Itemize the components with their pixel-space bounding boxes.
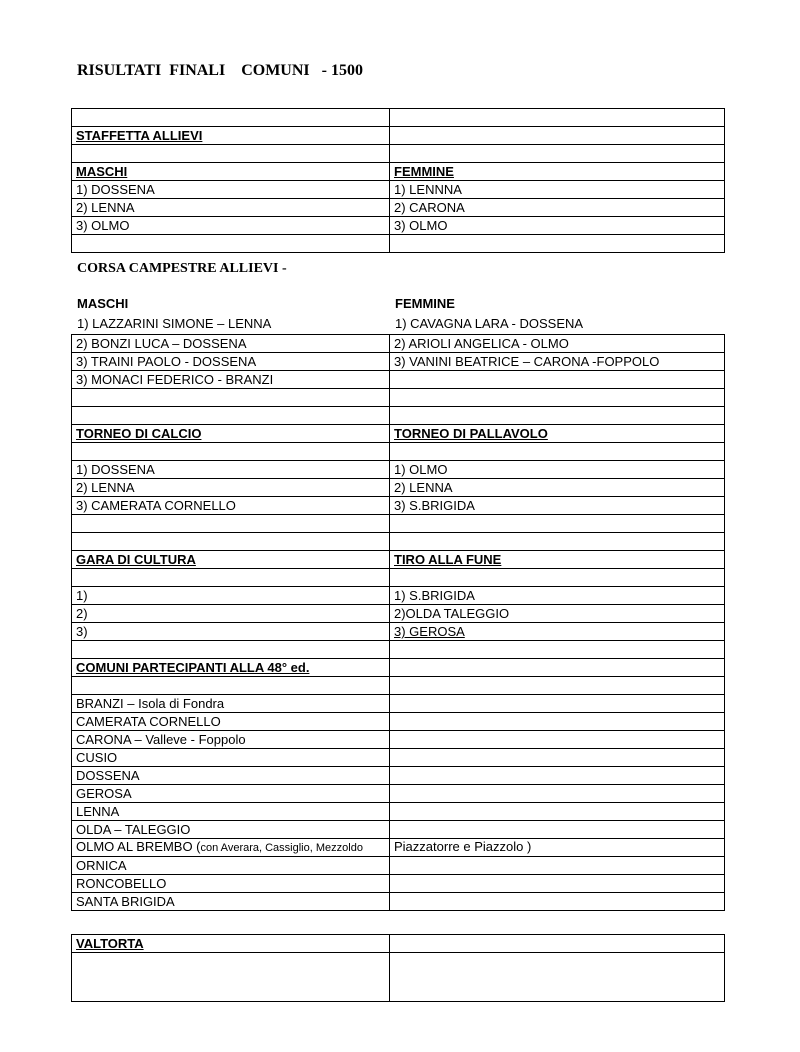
- comune-olmo-cont: Piazzatorre e Piazzolo ): [390, 839, 725, 857]
- calcio-3: 3) CAMERATA CORNELLO: [72, 497, 390, 515]
- comune-6: GEROSA: [72, 785, 390, 803]
- calcio-1: 1) DOSSENA: [72, 461, 390, 479]
- staffetta-femmine-label: FEMMINE: [390, 163, 725, 181]
- fune-3: 3) GEROSA: [390, 623, 725, 641]
- staffetta-table: [71, 108, 725, 253]
- pallavolo-2: 2) LENNA: [390, 479, 725, 497]
- calcio-2: 2) LENNA: [72, 479, 390, 497]
- pallavolo-heading: TORNEO DI PALLAVOLO: [390, 425, 725, 443]
- staffetta-heading: STAFFETTA ALLIEVI: [72, 127, 390, 145]
- comune-1: BRANZI – Isola di Fondra: [72, 695, 390, 713]
- fune-2: 2)OLDA TALEGGIO: [390, 605, 725, 623]
- cultura-3: 3): [72, 623, 390, 641]
- comune-5: DOSSENA: [72, 767, 390, 785]
- corsa-femmine-1: 1) CAVAGNA LARA - DOSSENA: [395, 316, 584, 331]
- comune-2: CAMERATA CORNELLO: [72, 713, 390, 731]
- corsa-maschi-2: 2) BONZI LUCA – DOSSENA: [72, 335, 390, 353]
- comune-olmo-main: OLMO AL BREMBO (: [76, 839, 201, 854]
- staffetta-maschi-2: 2) LENNA: [72, 199, 390, 217]
- pallavolo-3: 3) S.BRIGIDA: [390, 497, 725, 515]
- corsa-maschi-4: 3) MONACI FEDERICO - BRANZI: [72, 371, 390, 389]
- comune-olmo: [72, 839, 390, 857]
- corsa-maschi-1: 1) LAZZARINI SIMONE – LENNA: [77, 316, 272, 331]
- comuni-heading: COMUNI PARTECIPANTI ALLA 48° ed.: [72, 659, 390, 677]
- pallavolo-1: 1) OLMO: [390, 461, 725, 479]
- corsa-femmine-2: 2) ARIOLI ANGELICA - OLMO: [390, 335, 725, 353]
- staffetta-femmine-2: 2) CARONA: [390, 199, 725, 217]
- staffetta-maschi-3: 3) OLMO: [72, 217, 390, 235]
- comune-4: CUSIO: [72, 749, 390, 767]
- corsa-femmine-3: 3) VANINI BEATRICE – CARONA -FOPPOLO: [390, 353, 725, 371]
- cultura-1: 1): [72, 587, 390, 605]
- corsa-maschi-3: 3) TRAINI PAOLO - DOSSENA: [72, 353, 390, 371]
- staffetta-femmine-1: 1) LENNNA: [390, 181, 725, 199]
- comune-7: LENNA: [72, 803, 390, 821]
- fune-heading: TIRO ALLA FUNE: [390, 551, 725, 569]
- cultura-heading: GARA DI CULTURA: [72, 551, 390, 569]
- corsa-femmine-label: FEMMINE: [395, 296, 455, 311]
- comune-8: OLDA – TALEGGIO: [72, 821, 390, 839]
- comune-11: SANTA BRIGIDA: [72, 893, 390, 911]
- comune-3: CARONA – Valleve - Foppolo: [72, 731, 390, 749]
- staffetta-maschi-label: MASCHI: [72, 163, 390, 181]
- corsa-maschi-label: MASCHI: [77, 296, 129, 311]
- comune-last: VALTORTA: [72, 935, 390, 953]
- staffetta-femmine-3: 3) OLMO: [390, 217, 725, 235]
- valtorta-table: [71, 934, 725, 1002]
- corsa-heading: CORSA CAMPESTRE ALLIEVI -: [77, 261, 287, 276]
- comune-olmo-small: con Averara, Cassiglio, Mezzoldo: [200, 842, 363, 854]
- results-table: [71, 334, 725, 911]
- comune-9: ORNICA: [72, 857, 390, 875]
- calcio-heading: TORNEO DI CALCIO: [72, 425, 390, 443]
- staffetta-maschi-1: 1) DOSSENA: [72, 181, 390, 199]
- comune-10: RONCOBELLO: [72, 875, 390, 893]
- cultura-2: 2): [72, 605, 390, 623]
- page-title: RISULTATI FINALI COMUNI - 1500: [77, 62, 363, 79]
- fune-1: 1) S.BRIGIDA: [390, 587, 725, 605]
